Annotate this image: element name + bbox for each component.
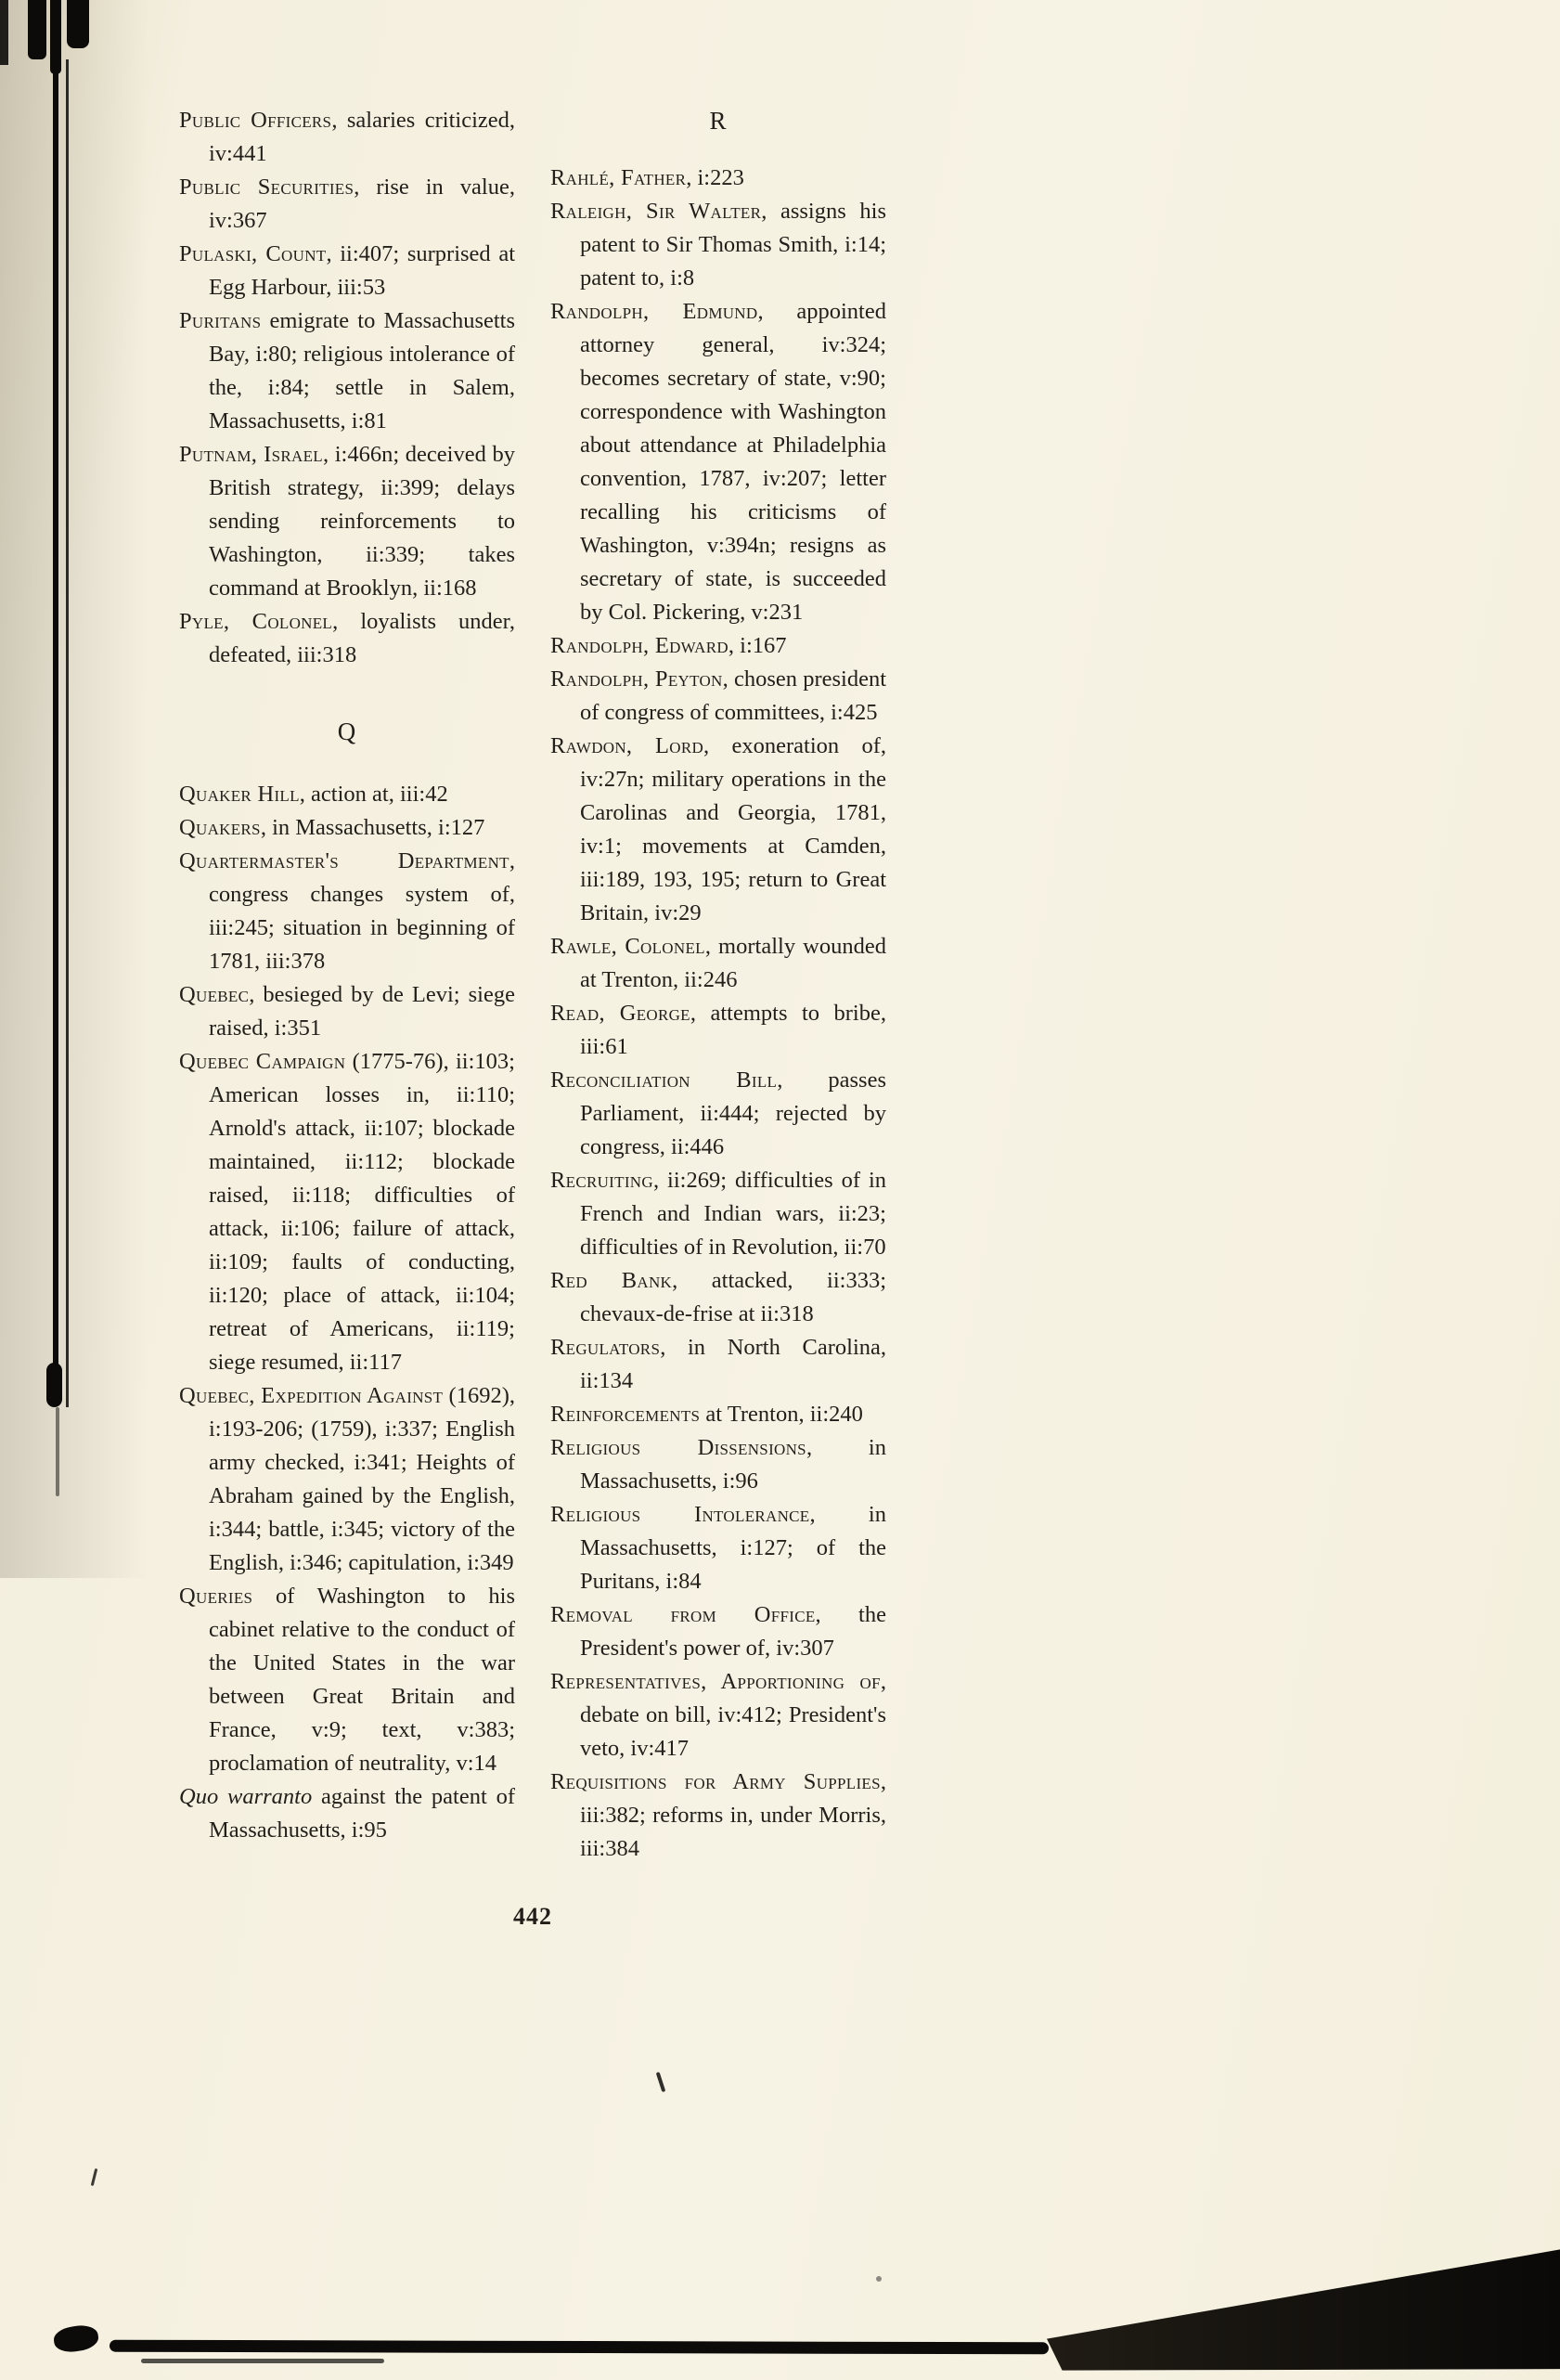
index-entry	[550, 629, 886, 663]
entry-references: , besieged by de Levi; siege raised, i:351	[209, 982, 515, 1041]
index-entry	[179, 811, 515, 845]
entry-references: , appointed attorney general, iv:324; becomes secretary of state, v:90; correspondence with Washington about attendance at Philadelphia convention, 1787, iv:207; letter recalling his criticisms of Washington, v:394n; resigns as secretary of state, is succeeded by Col. Pickering, v:231	[580, 299, 886, 625]
entry-term: Quartermaster's Department	[179, 848, 509, 873]
index-entry	[179, 605, 515, 672]
index-entry	[550, 295, 886, 629]
index-entry	[550, 1164, 886, 1264]
scan-artifact-line-tail	[56, 1407, 59, 1496]
entry-references: , the President's power of, iv:307	[580, 1602, 886, 1661]
entry-references: , ii:269; difficulties of in French and Indian wars, ii:23; difficulties of in Revolution, ii:70	[580, 1168, 886, 1260]
entry-term: Pyle, Colonel	[179, 609, 333, 634]
entry-references: , salaries criticized, iv:441	[209, 108, 515, 166]
page-number: 442	[513, 1903, 552, 1930]
entry-references: , exoneration of, iv:27n; military operations in the Carolinas and Georgia, 1781, iv:1; movements at Camden, iii:189, 193, 195; return to Great Britain, iv:29	[580, 733, 886, 925]
entry-references: , action at, iii:42	[299, 782, 448, 807]
entry-term: Religious Dissensions	[550, 1435, 806, 1460]
binding-shadow	[0, 0, 148, 1578]
index-entry	[179, 171, 515, 238]
entry-references: , in Massachusetts, i:96	[580, 1435, 886, 1494]
entry-references: (1692), i:193-206; (1759), i:337; English army checked, i:341; Heights of Abraham gained by the English, i:344; battle, i:345; victory of the English, i:346; capitulation, i:349	[209, 1383, 515, 1575]
entry-references: of Washington to his cabinet relative to the conduct of the United States in the war between Great Britain and France, v:9; text, v:383; proclamation of neutrality, v:14	[209, 1584, 515, 1776]
entry-references: at Trenton, ii:240	[700, 1402, 863, 1427]
entry-references: , loyalists under, defeated, iii:318	[209, 609, 515, 667]
entry-term: Public Securities	[179, 175, 355, 200]
entry-term: Public Officers	[179, 108, 332, 133]
entry-references: , mortally wounded at Trenton, ii:246	[580, 934, 886, 992]
index-entry	[179, 1780, 515, 1847]
index-entry	[179, 845, 515, 978]
entry-term: Religious Intolerance	[550, 1502, 810, 1527]
scan-artifact-binding-line-1	[53, 67, 58, 1366]
entry-references: , ii:407; surprised at Egg Harbour, iii:53	[209, 241, 515, 300]
scan-artifact-corner-mark	[52, 2323, 99, 2354]
section-heading-q: Q	[337, 718, 357, 745]
entry-references: , in Massachusetts, i:127	[260, 815, 485, 840]
entry-term: Quebec Campaign	[179, 1049, 346, 1074]
entry-term: Rawdon, Lord	[550, 733, 704, 758]
index-entry	[550, 162, 886, 195]
entry-term: Quebec, Expedition Against	[179, 1383, 444, 1408]
entry-term: Randolph, Edward	[550, 633, 728, 658]
entry-term: Pulaski, Count	[179, 241, 327, 266]
entry-references: , in North Carolina, ii:134	[580, 1335, 886, 1393]
index-entry	[179, 304, 515, 438]
index-entry	[179, 778, 515, 811]
index-entry	[550, 997, 886, 1064]
index-entry	[179, 438, 515, 605]
index-entry	[550, 663, 886, 730]
index-entry	[550, 1766, 886, 1866]
scan-artifact-speck	[876, 2276, 882, 2282]
entry-term: Quakers	[179, 815, 261, 840]
entry-term: Regulators	[550, 1335, 661, 1360]
entry-term: Randolph, Peyton	[550, 666, 723, 692]
entry-references: against the patent of Massachusetts, i:95	[209, 1784, 515, 1843]
index-entry	[550, 1498, 886, 1598]
entry-term: Raleigh, Sir Walter	[550, 199, 762, 224]
entry-term: Queries	[179, 1584, 253, 1609]
entry-references: , attempts to bribe, iii:61	[580, 1001, 886, 1059]
index-entry	[179, 1379, 515, 1580]
scan-artifact-left-edge	[0, 0, 8, 65]
entry-term: Requisitions for Army Supplies	[550, 1769, 881, 1794]
entry-references: (1775-76), ii:103; American losses in, ii:110; Arnold's attack, ii:107; blockade maintained, ii:112; blockade raised, ii:118; difficulties of attack, ii:106; failure of attack, ii:109; faults of conducting, ii:120; place of attack, ii:104; retreat of Americans, ii:119; siege resumed, ii:117	[209, 1049, 515, 1375]
index-entry	[179, 104, 515, 171]
entry-term: Representatives, Apportioning of	[550, 1669, 881, 1694]
index-entry	[550, 1665, 886, 1766]
entry-references: , chosen president of congress of committees, i:425	[580, 666, 886, 725]
entry-term: Red Bank	[550, 1268, 673, 1293]
entry-term: Rawle, Colonel	[550, 934, 705, 959]
entry-term: Reconciliation Bill	[550, 1067, 778, 1093]
entry-term: Randolph, Edmund	[550, 299, 758, 324]
entry-term: Rahlé, Father	[550, 165, 687, 190]
index-entry	[179, 238, 515, 304]
index-entry	[550, 1264, 886, 1331]
index-entry	[550, 195, 886, 295]
scan-artifact-binding-line-2	[66, 59, 69, 1407]
scan-artifact-binding-bar-2	[50, 0, 61, 74]
index-entry	[550, 1064, 886, 1164]
entry-references: , i:223	[686, 165, 744, 190]
entry-references: , congress changes system of, iii:245; situation in beginning of 1781, iii:378	[209, 848, 515, 974]
entry-references: , debate on bill, iv:412; President's veto, iv:417	[580, 1669, 886, 1761]
scan-artifact-stray-slash	[656, 2072, 666, 2092]
entry-term: Recruiting	[550, 1168, 653, 1193]
entry-term: Quaker Hill	[179, 782, 300, 807]
entry-term: Putnam, Israel	[179, 442, 323, 467]
index-entry	[179, 1580, 515, 1780]
entry-references: , rise in value, iv:367	[209, 175, 515, 233]
scan-artifact-bottom-bar-2	[141, 2359, 384, 2363]
entry-term: Reinforcements	[550, 1402, 701, 1427]
entry-references: , passes Parliament, ii:444; rejected by congress, ii:446	[580, 1067, 886, 1159]
entry-term: Quo warranto	[179, 1784, 313, 1809]
scan-artifact-stray-tick	[91, 2168, 98, 2186]
entry-term: Removal from Office	[550, 1602, 816, 1627]
index-entry	[179, 1045, 515, 1379]
scan-artifact-ink-blob	[46, 1363, 62, 1407]
entry-references: , i:466n; deceived by British strategy, ii:399; delays sending reinforcements to Washington, ii:339; takes command at Brooklyn, ii:168	[209, 442, 515, 601]
index-entry	[550, 930, 886, 997]
scan-artifact-binding-bar-3	[67, 0, 89, 48]
entry-term: Puritans	[179, 308, 262, 333]
index-entry	[550, 1431, 886, 1498]
entry-references: , assigns his patent to Sir Thomas Smith, i:14; patent to, i:8	[580, 199, 886, 291]
index-column-left	[179, 104, 515, 1866]
entry-references: , iii:382; reforms in, under Morris, iii:384	[580, 1769, 886, 1861]
index-entry	[550, 1398, 886, 1431]
scan-artifact-page-curl-shadow	[1047, 2243, 1560, 2380]
entry-references: , i:167	[728, 633, 787, 658]
index-entry	[550, 730, 886, 930]
index-text-block	[179, 104, 886, 1866]
index-column-right	[550, 104, 886, 1866]
scan-artifact-binding-bar-1	[28, 0, 46, 59]
index-entry	[550, 1331, 886, 1398]
entry-references: , attacked, ii:333; chevaux-de-frise at ii:318	[580, 1268, 886, 1326]
entry-term: Quebec	[179, 982, 250, 1007]
index-entry	[550, 1598, 886, 1665]
entry-term: Read, George	[550, 1001, 690, 1026]
entry-references: , in Massachusetts, i:127; of the Puritans, i:84	[580, 1502, 886, 1594]
scan-artifact-bottom-bar	[110, 2340, 1049, 2355]
section-heading-r: R	[709, 107, 728, 135]
entry-references: emigrate to Massachusetts Bay, i:80; religious intolerance of the, i:84; settle in Salem, Massachusetts, i:81	[209, 308, 515, 433]
index-entry	[179, 978, 515, 1045]
